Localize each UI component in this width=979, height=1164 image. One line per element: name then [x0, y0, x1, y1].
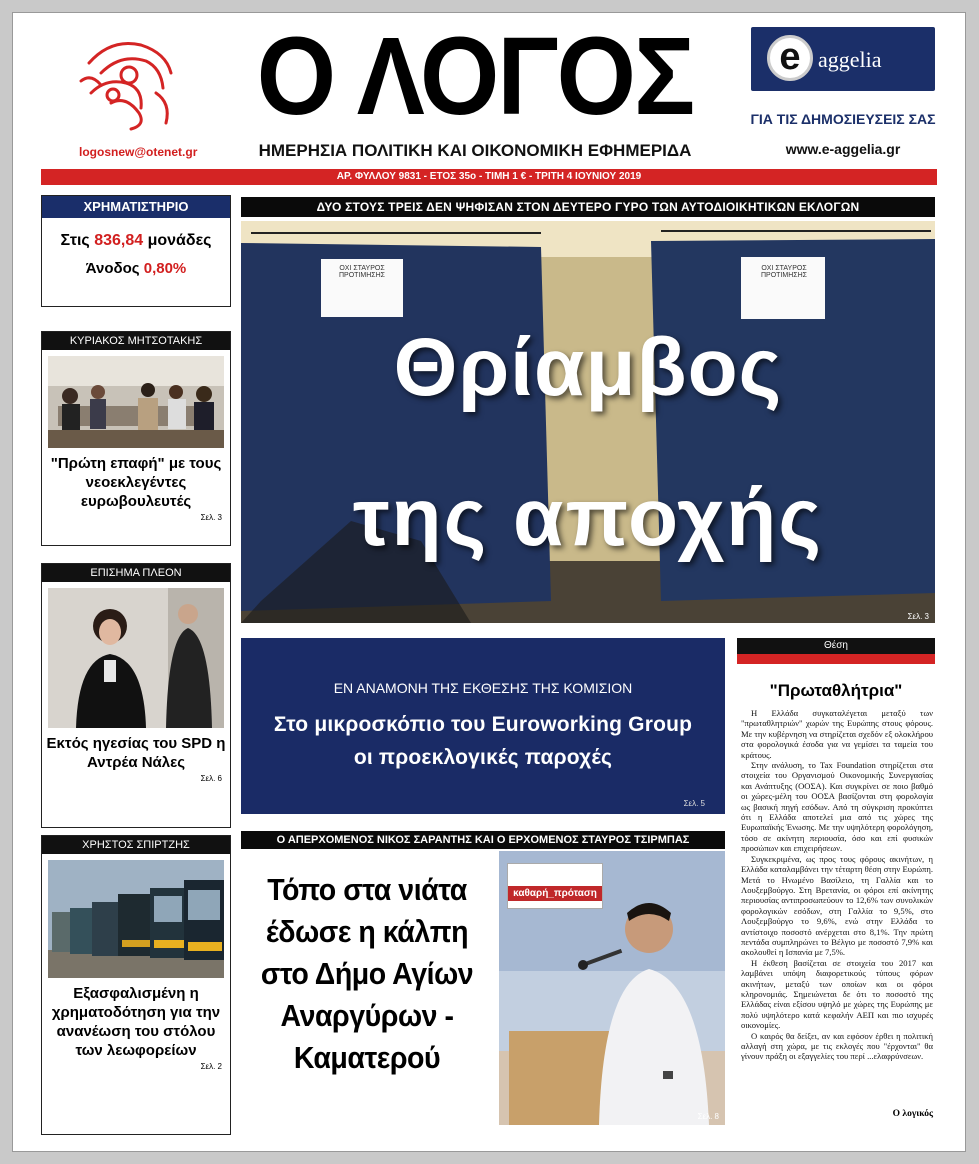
- buses-photo: [48, 860, 224, 978]
- front-page: [12, 12, 966, 1152]
- side-story-header: ΚΥΡΙΑΚΟΣ ΜΗΤΣΟΤΑΚΗΣ: [42, 332, 230, 350]
- meeting-photo: [48, 356, 224, 448]
- stock-points-suffix: μονάδες: [143, 232, 212, 249]
- campaign-banner: [507, 863, 603, 909]
- booth-sign-left: ΟΧΙ ΣΤΑΥΡΟΣ ΠΡΟΤΙΜΗΣΗΣ: [339, 265, 385, 279]
- stock-change-prefix: Άνοδος: [85, 260, 144, 277]
- opinion-label: Θέση: [737, 638, 935, 654]
- opinion-paragraph: Συγκεκριμένα, ως προς τους φόρους ακινήτων, η Ελλάδα καταλαμβάνει την τέταρτη θέση στην Ευρώπη. Μετά το Ηνωμένο Βασίλειο, τη Γαλλία και το Λουξεμβούργο. Στη Βρετανία, οι φόροι επί ακίνητης περιουσίας αντιπροσωπεύουν το 12,6% των συνολικών φορολογικών εσόδων, στη Γαλλία το 9,5%, στο Λουξεμβούργο το 9,6%, ενώ στην Ελλάδα το αντίστοιχο ποσοστό ανέρχεται στο 8,1%. Την πρώτη πεντάδα συμπληρώνει το Βέλγιο με ποσοστό 7,9% και ακολουθεί η Ισπανία με 7,5%.: [741, 853, 933, 958]
- opinion-paragraph: Ο καιρός θα δείξει, αν και εφόσον έρθει η πολιτική αλλαγή στη χώρα, με τις εκλογές που "έρχονται" θα γίνουν πράξη οι εξαγγελίες του περί ...ελαφρύνσεων.: [741, 1030, 933, 1062]
- side-story-caption: "Πρώτη επαφή" με τους νεοεκλεγέντες ευρωβουλευτές: [50, 455, 222, 510]
- page-reference: Σελ. 3: [907, 612, 929, 621]
- side-story-nahles[interactable]: [41, 563, 231, 828]
- booth-sign-right: ΟΧΙ ΣΤΑΥΡΟΣ ΠΡΟΤΙΜΗΣΗΣ: [761, 265, 807, 279]
- page-reference: Σελ. 3: [200, 513, 222, 522]
- newspaper-subtitle: ΗΜΕΡΗΣΙΑ ΠΟΛΙΤΙΚΗ ΚΑΙ ΟΙΚΟΝΟΜΙΚΗ ΕΦΗΜΕΡΙΔΑ: [258, 141, 692, 160]
- contact-email[interactable]: logosnew@otenet.gr: [79, 145, 198, 159]
- page-reference: Σελ. 2: [200, 1062, 222, 1071]
- commission-story[interactable]: [241, 638, 725, 814]
- municipal-kicker: Ο ΑΠΕΡΧΟΜΕΝΟΣ ΝΙΚΟΣ ΣΑΡΑΝΤΗΣ ΚΑΙ Ο ΕΡΧΟΜΕΝΟΣ ΣΤΑΥΡΟΣ ΤΣΙΡΜΠΑΣ: [241, 831, 725, 849]
- stock-points-line: [42, 232, 230, 250]
- stock-change-line: [42, 260, 230, 277]
- commission-headline: Στο μικροσκόπιο του Euroworking Group οι προεκλογικές παροχές: [273, 713, 693, 769]
- stock-header: ΧΡΗΜΑΤΙΣΤΗΡΙΟ: [42, 196, 230, 218]
- side-story-mitsotakis[interactable]: [41, 331, 231, 546]
- side-story-spirtzis[interactable]: [41, 835, 231, 1135]
- logo-emblem-icon: [71, 33, 191, 133]
- page-reference: Σελ. 8: [697, 1112, 719, 1121]
- nahles-photo: [48, 588, 224, 728]
- municipal-headline[interactable]: Τόπο στα νιάτα έδωσε η κάλπη στο Δήμο Αγίων Αναργύρων - Καματερού: [260, 872, 474, 1075]
- opinion-title: "Πρωταθλήτρια": [769, 681, 903, 700]
- opinion-body: [741, 708, 933, 1062]
- stock-change-value: 0,80%: [143, 260, 187, 277]
- opinion-accent-bar: [737, 654, 935, 664]
- opinion-signature: Ο λογικός: [892, 1109, 933, 1119]
- commission-kicker: ΕΝ ΑΝΑΜΟΝΗ ΤΗΣ ΕΚΘΕΣΗΣ ΤΗΣ ΚΟΜΙΣΙΟΝ: [333, 680, 633, 696]
- side-story-header: ΕΠΙΣΗΜΑ ΠΛΕΟΝ: [42, 564, 230, 582]
- lead-headline-line2: της αποχής: [352, 472, 824, 563]
- opinion-paragraph: Η Ελλάδα συγκαταλέγεται μεταξύ των "πρωταθλητριών" χωρών της Ευρώπης στους φόρους. Με την κυβέρνηση να στηρίζεται σχεδόν εξ ολοκλήρου στα φορολογικά έσοδα για να γεμίσει τα ταμεία του κράτους.: [741, 708, 933, 760]
- banner-text: καθαρή_πρόταση: [508, 886, 602, 901]
- lead-kicker: ΔΥΟ ΣΤΟΥΣ ΤΡΕΙΣ ΔΕΝ ΨΗΦΙΣΑΝ ΣΤΟΝ ΔΕΥΤΕΡΟ ΓΥΡΟ ΤΩΝ ΑΥΤΟΔΙΟΙΚΗΤΙΚΩΝ ΕΚΛΟΓΩΝ: [241, 197, 935, 217]
- eaggelia-url[interactable]: www.e-aggelia.gr: [785, 141, 901, 157]
- opinion-paragraph: Στην ανάλυση, το Tax Foundation στηρίζεται στα στοιχεία του Οργανισμού Οικονομικής Συνεργασίας και Ανάπτυξης (ΟΟΣΑ). Και συγκρίνει σε ποιο βαθμό οι χώρες-μέλη του ΟΟΣΑ βασίζονται στη φορολογία ως βασική πηγή εσόδων. Από τη σύγκριση προκύπτει ότι η Ελλάδα αποτελεί μια από τις χώρες της Ευρωπαϊκής Ένωσης. Με την υψηλότερη φορολόγηση, τόσο σε ακίνητη περιουσία, όσο και επί φυσικών προσώπων και επιχειρήσεων.: [741, 760, 933, 854]
- municipal-photo: [499, 851, 725, 1125]
- stock-points-prefix: Στις: [60, 232, 95, 249]
- page-reference: Σελ. 6: [200, 774, 222, 783]
- issue-info-bar: ΑΡ. ΦΥΛΛΟΥ 9831 - ΕΤΟΣ 35ο - ΤΙΜΗ 1 € - ΤΡΙΤΗ 4 ΙΟΥΝΙΟΥ 2019: [41, 169, 937, 185]
- newspaper-title: Ο ΛΟΓΟΣ: [256, 14, 694, 138]
- lead-story[interactable]: [241, 221, 935, 623]
- side-story-caption: Εξασφαλισμένη η χρηματοδότηση για την ανανέωση του στόλου των λεωφορείων: [51, 985, 221, 1059]
- opinion-paragraph: Η έκθεση βασίζεται σε στοιχεία του 2017 και λαμβάνει υπόψη διαφορετικούς τύπους φόρων ακινήτων, μεταξύ των οποίων και οι φόροι κληρονομιάς. Σημειώνεται δε ότι το ποσοστό της Ελλάδας είναι εξίσου υψηλό με χώρες της Ευρώπης με πολύ υψηλότερο κατά κεφαλήν ΑΕΠ και πιο ισχυρές οικονομίες.: [741, 957, 933, 1031]
- eaggelia-slogan: ΓΙΑ ΤΙΣ ΔΗΜΟΣΙΕΥΣΕΙΣ ΣΑΣ: [750, 111, 936, 127]
- stock-market-box: [41, 195, 231, 307]
- stock-points-value: 836,84: [94, 232, 144, 249]
- page-reference: Σελ. 5: [683, 799, 705, 808]
- eaggelia-wordmark: aggelia: [818, 47, 882, 72]
- lead-headline-line1: Θρίαμβος: [393, 322, 783, 413]
- eaggelia-e-icon: e: [767, 35, 813, 81]
- side-story-header: ΧΡΗΣΤΟΣ ΣΠΙΡΤΖΗΣ: [42, 836, 230, 854]
- side-story-caption: Εκτός ηγεσίας του SPD η Αντρέα Νάλες: [46, 735, 226, 771]
